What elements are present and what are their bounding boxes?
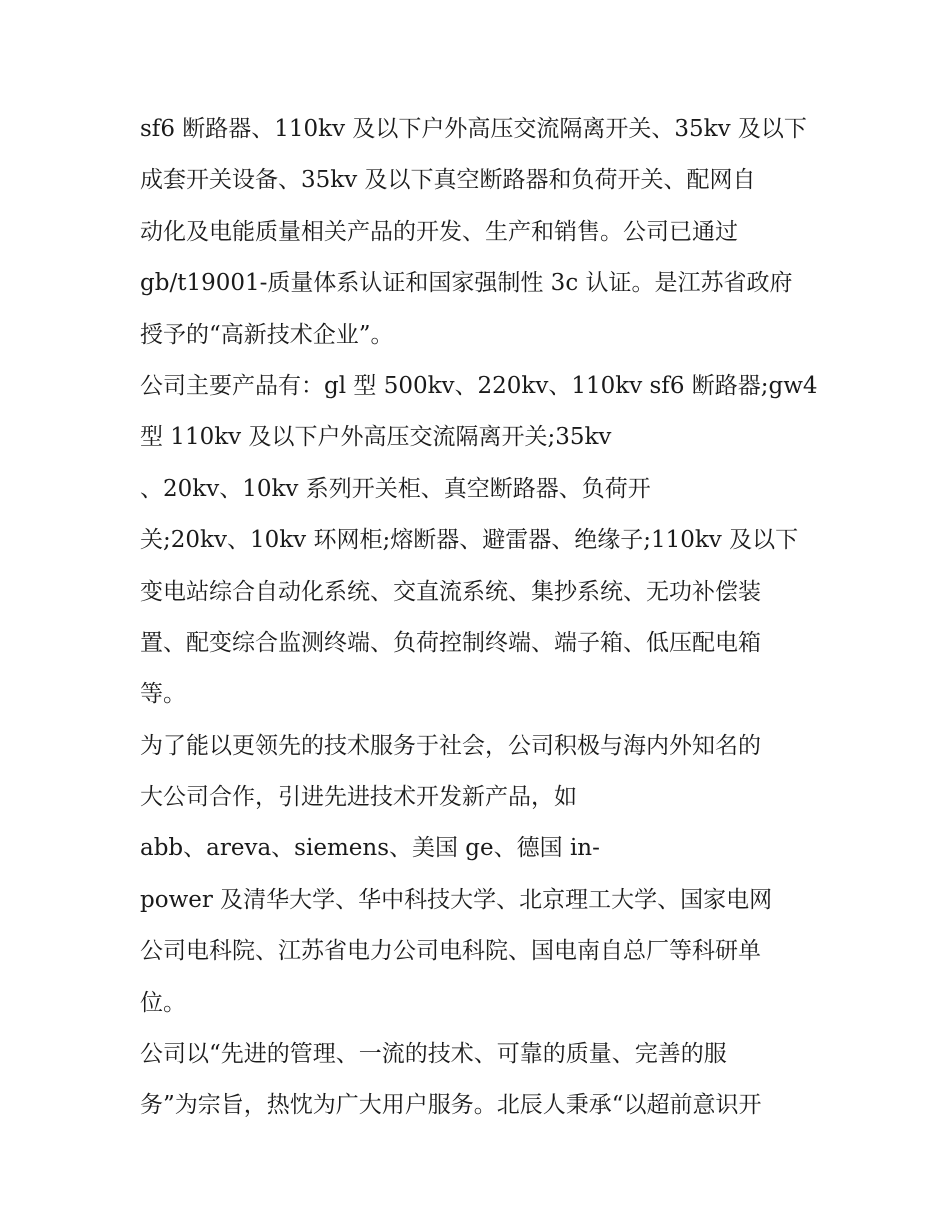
text-line: 等。 bbox=[140, 681, 186, 708]
text-line: gb/t19001-质量体系认证和国家强制性 3c 认证。是江苏省政府 bbox=[140, 270, 793, 297]
text-line: 成套开关设备、35kv 及以下真空断路器和负荷开关、配网自 bbox=[140, 167, 756, 194]
text-line: 变电站综合自动化系统、交直流系统、集抄系统、无功补偿装 bbox=[140, 578, 761, 605]
text-line: 为了能以更领先的技术服务于社会，公司积极与海内外知名的 bbox=[140, 732, 761, 759]
text-line: 关;20kv、10kv 环网柜;熔断器、避雷器、绝缘子;110kv 及以下 bbox=[140, 527, 799, 554]
text-line: 动化及电能质量相关产品的开发、生产和销售。公司已通过 bbox=[140, 218, 738, 245]
text-line: abb、areva、siemens、美国 ge、德国 in- bbox=[140, 835, 600, 862]
text-line: 型 110kv 及以下户外高压交流隔离开关;35kv bbox=[140, 424, 612, 451]
text-line: 大公司合作，引进先进技术开发新产品，如 bbox=[140, 784, 577, 811]
text-line: 公司以“先进的管理、一流的技术、可靠的质量、完善的服 bbox=[140, 1041, 727, 1068]
text-line: 务”为宗旨，热忱为广大用户服务。北辰人秉承“以超前意识开 bbox=[140, 1092, 762, 1119]
text-line: 置、配变综合监测终端、负荷控制终端、端子箱、低压配电箱 bbox=[140, 629, 761, 656]
text-line: 授予的“高新技术企业”。 bbox=[140, 321, 394, 348]
text-line: 公司电科院、江苏省电力公司电科院、国电南自总厂等科研单 bbox=[140, 938, 761, 965]
text-line: 公司主要产品有：gl 型 500kv、220kv、110kv sf6 断路器;gw4 bbox=[140, 372, 818, 399]
text-line: power 及清华大学、华中科技大学、北京理工大学、国家电网 bbox=[140, 886, 773, 913]
text-line: 位。 bbox=[140, 989, 186, 1016]
text-line: sf6 断路器、110kv 及以下户外高压交流隔离开关、35kv 及以下 bbox=[140, 116, 807, 142]
document-body bbox=[140, 104, 830, 1132]
text-line: 、20kv、10kv 系列开关柜、真空断路器、负荷开 bbox=[140, 475, 651, 502]
